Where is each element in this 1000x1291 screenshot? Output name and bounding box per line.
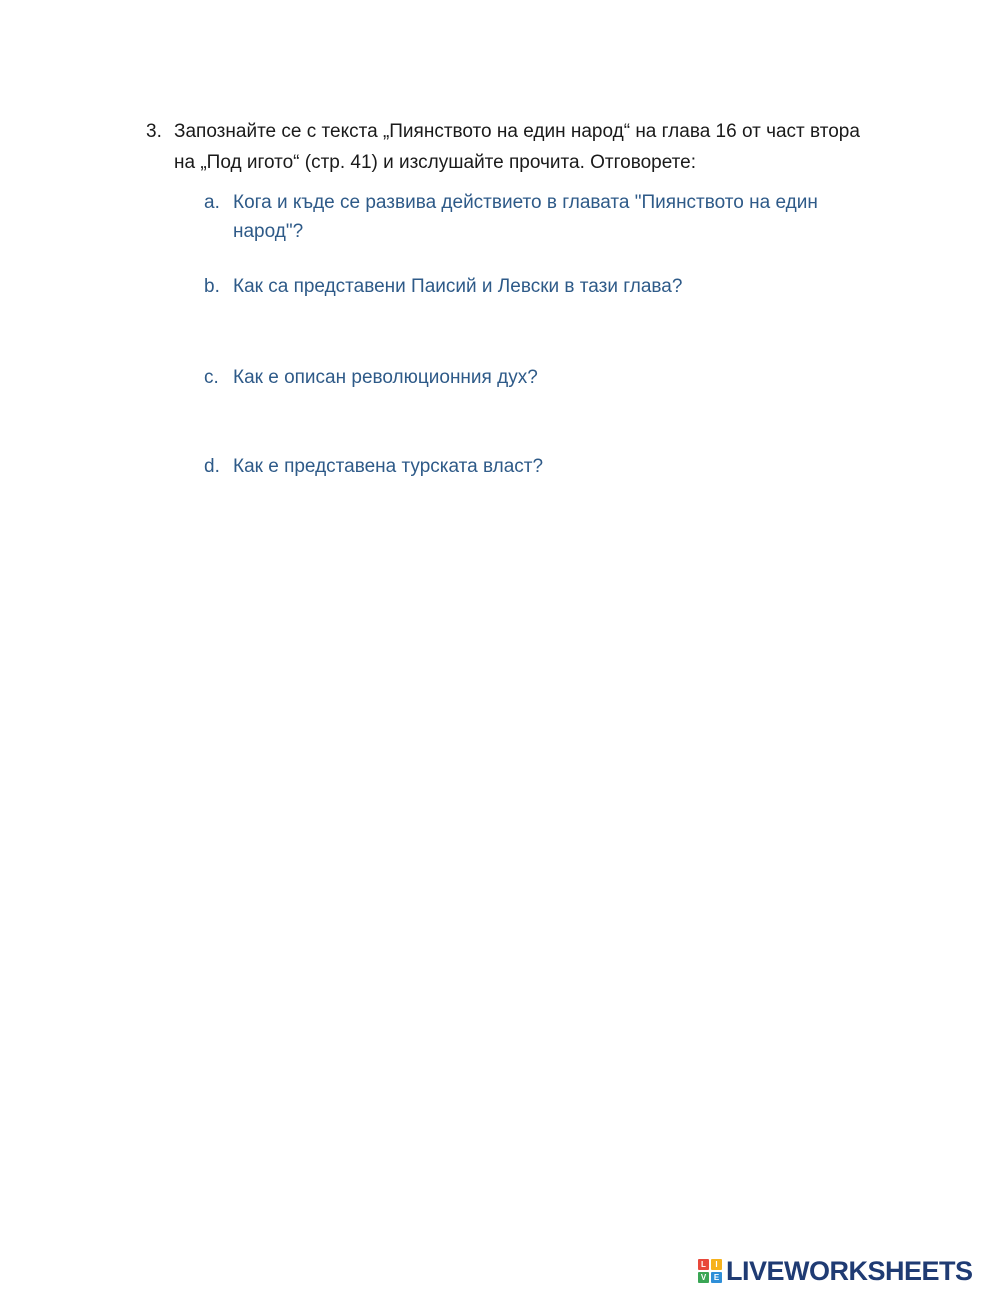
logo-block-e: E [711, 1272, 722, 1283]
logo-block-v: V [698, 1272, 709, 1283]
logo-blocks-icon [698, 1259, 722, 1283]
subquestion-a [204, 188, 884, 246]
subquestion-letter: d. [204, 456, 220, 477]
logo-block-l: L [698, 1259, 709, 1270]
subquestion-text: Как е описан революционния дух? [233, 367, 538, 388]
liveworksheets-logo[interactable] [698, 1256, 973, 1286]
logo-block-i: I [711, 1259, 722, 1270]
subquestion-letter: a. [204, 192, 220, 213]
logo-text: LIVEWORKSHEETS [726, 1256, 973, 1286]
question-number: 3. [146, 121, 162, 142]
subquestion-d [204, 452, 884, 481]
question-3 [146, 116, 886, 178]
subquestion-c [204, 363, 884, 392]
subquestion-text: Как са представени Паисий и Левски в тази глава? [233, 276, 683, 297]
subquestion-text: Кога и къде се развива действието в главата "Пиянството на един народ"? [233, 192, 818, 242]
question-text: Запознайте се с текста „Пиянството на един народ“ на глава 16 от част втора на „Под игото“ (стр. 41) и изслушайте прочита. Отговорете: [174, 121, 860, 173]
subquestion-letter: b. [204, 276, 220, 297]
subquestion-text: Как е представена турската власт? [233, 456, 544, 477]
subquestion-letter: c. [204, 367, 219, 388]
subquestion-b [204, 272, 884, 301]
